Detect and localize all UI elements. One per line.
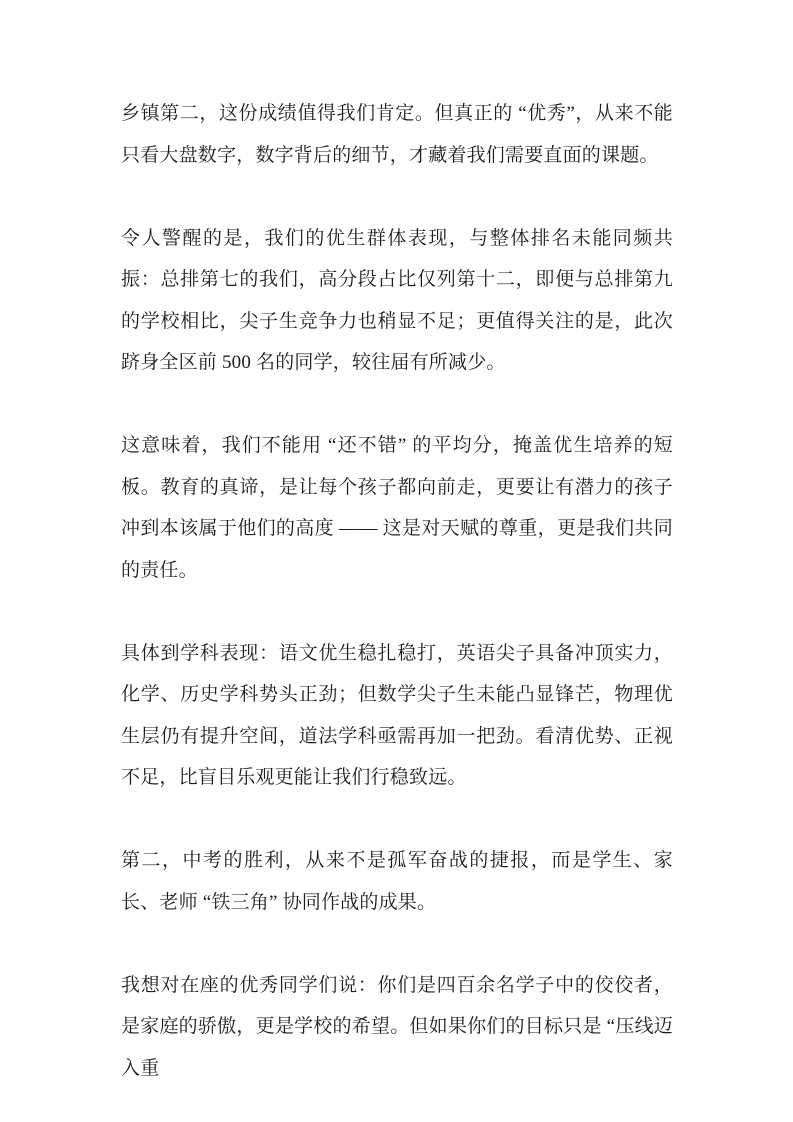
paragraph-average-score-shortboard: 这意味着，我们不能用 “还不错” 的平均分，掩盖优生培养的短板。教育的真谛，是让每个孩子都向前走，更要让有潜力的孩子冲到本该属于他们的高度 —— 这是对天赋的尊重，更是我们共同的责任。 [121, 435, 673, 581]
paragraph-message-to-students: 我想对在座的优秀同学们说：你们是四百余名学子中的佼佼者，是家庭的骄傲，更是学校的希望。但如果你们的目标只是 “压线迈入重 [121, 974, 673, 1079]
paragraph-iron-triangle: 第二，中考的胜利，从来不是孤军奋战的捷报，而是学生、家长、老师 “铁三角” 协同作战的成果。 [121, 850, 673, 913]
paragraph-overall-result: 乡镇第二，这份成绩值得我们肯定。但真正的 “优秀”，从来不能只看大盘数字，数字背后的细节，才藏着我们需要直面的课题。 [121, 103, 673, 166]
paragraph-top-student-warning: 令人警醒的是，我们的优生群体表现，与整体排名未能同频共振：总排第七的我们，高分段占比仅列第十二，即便与总排第九的学校相比，尖子生竞争力也稍显不足；更值得关注的是，此次跻身全区前 500 名的同学，较往届有所减少。 [121, 227, 673, 373]
paragraph-subject-performance: 具体到学科表现：语文优生稳扎稳打，英语尖子具备冲顶实力，化学、历史学科势头正劲；但数学尖子生未能凸显锋芒，物理优生层仍有提升空间，道法学科亟需再加一把劲。看清优势、正视不足，比盲目乐观更能让我们行稳致远。 [121, 642, 673, 788]
